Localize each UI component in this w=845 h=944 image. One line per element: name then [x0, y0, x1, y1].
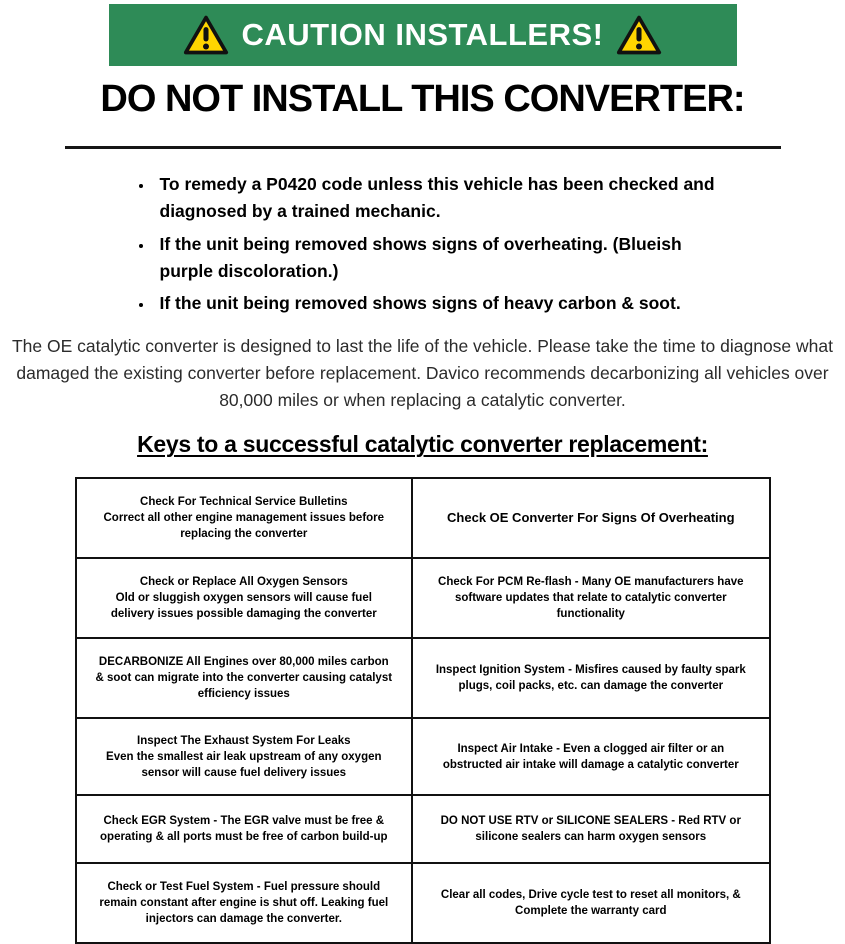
- tip-line: Clear all codes, Drive cycle test to reset all monitors, & Complete the warranty card: [440, 889, 741, 918]
- tip-line: Inspect Air Intake - Even a clogged air filter or an obstructed air intake will damage a catalytic converter: [442, 742, 739, 771]
- table-row: [76, 718, 770, 795]
- tip-cell-right: [412, 558, 769, 638]
- banner-title: CAUTION INSTALLERS!: [241, 17, 604, 52]
- tip-cell-left: [76, 718, 413, 795]
- tip-line: DECARBONIZE All Engines over 80,000 miles carbon & soot can migrate into the converter causing catalyst efficiency issues: [95, 656, 393, 701]
- tip-cell-left: [76, 863, 413, 943]
- note-paragraph: The OE catalytic converter is designed to last the life of the vehicle. Please take the time to diagnose what damaged the existing converter before replacement. Davico recommends decarbonizing all vehicles over 80,000 miles or when replacing a catalytic converter.: [11, 335, 833, 411]
- table-row: [76, 795, 770, 863]
- tip-line: Inspect The Exhaust System For Leaks: [137, 734, 351, 747]
- tip-cell-left: [76, 478, 413, 558]
- table-row: [76, 863, 770, 943]
- tip-line: Check EGR System - The EGR valve must be free & operating & all ports must be free of carbon build-up: [100, 815, 388, 844]
- tip-cell-left: [76, 795, 413, 863]
- warning-item: • To remedy a P0420 code unless this vehicle has been checked and diagnosed by a trained mechanic.: [154, 171, 728, 225]
- tip-cell-left: [76, 558, 413, 638]
- table-row: [76, 558, 770, 638]
- tip-line: Check or Replace All Oxygen Sensors: [139, 576, 348, 589]
- warning-item: • If the unit being removed shows signs of overheating. (Blueish purple discoloration.): [154, 231, 728, 285]
- tip-line: Check For PCM Re-flash - Many OE manufacturers have software updates that relate to catalytic converter functionality: [438, 576, 744, 621]
- table-row: [76, 638, 770, 718]
- tips-table: [75, 477, 771, 944]
- tip-line: Old or sluggish oxygen sensors will cause fuel delivery issues possible damaging the converter: [110, 592, 377, 621]
- keys-heading: Keys to a successful catalytic converter replacement:: [137, 431, 708, 458]
- caution-flyer: [0, 4, 845, 926]
- tip-line: DO NOT USE RTV or SILICONE SEALERS - Red RTV or silicone sealers can harm oxygen sensors: [440, 815, 741, 844]
- page-title: DO NOT INSTALL THIS CONVERTER:: [100, 78, 745, 120]
- tip-cell-right: [412, 795, 769, 863]
- tip-line: Check For Technical Service Bulletins: [140, 496, 348, 509]
- warning-triangle-icon: [183, 14, 229, 56]
- tip-cell-right: [412, 718, 769, 795]
- tip-line: Inspect Ignition System - Misfires caused by faulty spark plugs, coil packs, etc. can damage the converter: [435, 664, 746, 693]
- tip-line: Correct all other engine management issues before replacing the converter: [103, 512, 385, 541]
- warning-list: [118, 171, 728, 317]
- tips-table-body: [76, 478, 770, 943]
- divider-line: [65, 146, 781, 149]
- tip-line: Check OE Converter For Signs Of Overheating: [447, 510, 735, 526]
- caution-banner: [109, 4, 737, 66]
- tip-cell-right: [412, 478, 769, 558]
- warning-item: • If the unit being removed shows signs of heavy carbon & soot.: [154, 290, 728, 317]
- tip-cell-left: [76, 638, 413, 718]
- warning-triangle-icon: [616, 14, 662, 56]
- tip-line: Check or Test Fuel System - Fuel pressure should remain constant after engine is shut off. Leaking fuel injectors can damage the converter.: [99, 881, 389, 926]
- tip-cell-right: [412, 638, 769, 718]
- table-row: [76, 478, 770, 558]
- tip-cell-right: [412, 863, 769, 943]
- tip-line: Even the smallest air leak upstream of any oxygen sensor will cause fuel delivery issues: [106, 750, 382, 779]
